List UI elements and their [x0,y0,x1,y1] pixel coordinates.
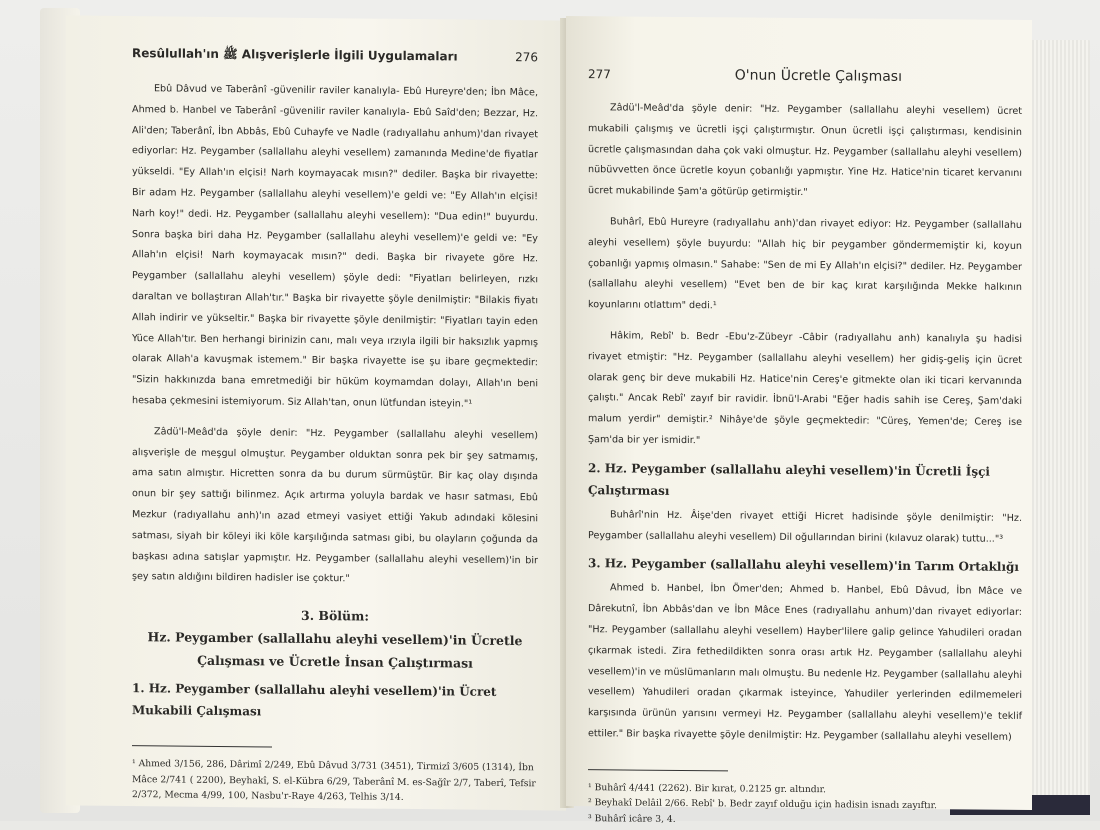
running-title: Resûlullah'ın ﷺ Alışverişlerle İlgili Uygulamaları [132,46,458,64]
body-paragraph: Ahmed b. Hanbel, İbn Ömer'den; Ahmed b. Hanbel, Ebû Dâvud, İbn Mâce ve Dârekutnî, İbn Abbâs'dan ve İbn Mâce Enes (radıyallahu anhum)'dan rivayet ediyorlar: "Hz. Peygamber (sallallahu aleyhi vesellem) Hayber'lilere galip gelince Yahudileri oradan çıkarmak istedi. Zira fethedildikten sonra orası artık Hz. Peygamber (sallallahu aleyhi vesellem)'in ve müslümanların malı olmuştu. Bu nedenle Hz. Peygamber (sallallahu aleyhi vesellem) Yahudileri oradan çıkarmak isteyince, Yahudiler yerlerinden edilmemeleri karşısında ürünün yarısını vermeyi Hz. Peygamber (sallallahu aleyhi vesellem)'e teklif ettiler." Bir başka rivayette şöyle denilmiştir: Hz. Peygamber (sallallahu aleyhi vesellem) [588,582,1022,743]
section-heading: 2. Hz. Peygamber (sallallahu aleyhi vesellem)'in Ücretli İşçi Çalıştırması [588,460,990,498]
footnote: ¹ Buhârî 4/441 (2262). Bir kırat, 0.2125 gr. altındır. [588,781,826,795]
body-paragraph: Buhârî, Ebû Hureyre (radıyallahu anh)'dan rivayet ediyor: Hz. Peygamber (sallallahu aleyhi vesellem) şöyle buyurdu: "Allah hiç bir peygamber göndermemiştir ki, koyun çobanlığı yapmış olmasın." Sahabe: "Sen de mi Ey Allah'ın elçisi?" dediler. Hz. Peygamber (sallallahu aleyhi vesellem) "Evet ben de bir kaç kırat karşılığında Mekke halkının koyunlarını otlattım" dedi.¹ [588,216,1022,312]
right-page-header [588,66,1022,86]
body-paragraph: Zâdü'l-Meâd'da şöyle denir: "Hz. Peygamber (sallallahu aleyhi vesellem) ücret mukabili çalışmış ve ücretli işçi çalıştırmıştır. Onun ücretli işçi çalıştırması, kendisinin ücretle çalışmasından daha çok vaki olmuştur. Hz. Peygamber (sallallahu aleyhi vesellem) nübüvvetten önce ücretle koyun çobanlığı yapmıştır. Yine Hz. Hatice'nin ticaret kervanını ücret mukabilinde Şam'a götürüp getirmiştir." [588,102,1022,199]
left-page [66,15,566,810]
body-paragraph: Ebû Dâvud ve Taberânî -güvenilir raviler kanalıyla- Ebû Hureyre'den; İbn Mâce, Ahmed b. Hanbel ve Taberânî -güvenilir raviler kanalıyla- Ebû Saîd'den; Bezzar, Hz. Ali'den; Taberânî, İbn Abbâs, Ebû Cuhayfe ve Nadle (radıyallahu anhum)'dan rivayet ediyorlar: Hz. Peygamber (sallallahu aleyhi vesellem) zamanında Medine'de fiyatlar yükseldi. "Ey Allah'ın elçisi! Narh koymayacak mısın?" dediler. Başka bir rivayette: Bir adam Hz. Peygamber (sallallahu aleyhi vesellem)'e geldi ve: "Ey Allah'ın elçisi! Narh koy!" dedi. Hz. Peygamber (sallallahu aleyhi vesellem): "Dua edin!" buyurdu. Sonra başka biri daha Hz. Peygamber (sallallahu aleyhi vesellem)'e geldi ve: "Ey Allah'ın elçisi! Narh koymayacak mısın?" dedi. Başka bir rivayete göre Hz. Peygamber (sallallahu aleyhi vesellem) şöyle dedi: "Fiyatları belirleyen, rızkı daraltan ve bollaştıran Allah'tır." Başka bir rivayette şöyle denilmiştir: "Bilakis fiyatı Allah indirir ve yükseltir." Başka bir rivayette şöyle denilmiştir: "Fiyatları tayin eden Yüce Allah'tır. Ben herhangi birinizin canı, malı veya ırzıyla ilgili bir haksızlık yapmış olarak Allah'a kavuşmak istemem." Bir başka rivayette ise şu ibare geçmektedir: "Sizin hakkınızda bana emretmediği bir hüküm koymamdan dolayı, Allah'ın beni hesaba çekmesini istemiyorum. Siz Allah'tan, onun lütfundan isteyin."¹ [132,83,538,410]
chapter-title: Hz. Peygamber (sallallahu aleyhi vesellem)'in Ücretle [147,629,523,649]
section-heading: 1. Hz. Peygamber (sallallahu aleyhi vesellem)'in Ücret Mukabili Çalışması [132,681,497,719]
footnote: ² Beyhakî Delâil 2/66. Rebî' b. Bedr zayıf olduğu için hadisin isnadı zayıftır. [588,797,937,812]
footnote-rule [132,745,272,747]
chapter-number: 3. Bölüm: [301,607,369,624]
body-paragraph: Buhârî'nin Hz. Âişe'den rivayet ettiği Hicret hadisinde şöyle denilmiştir: "Hz. Peygamber (sallallahu aleyhi vesellem) Dil oğullarından birini (kılavuz olarak) tuttu..."³ [588,509,1022,545]
running-title: O'nun Ücretle Çalışması [734,67,902,85]
body-paragraph: Hâkim, Rebî' b. Bedr -Ebu'z-Zübeyr -Câbir (radıyallahu anh) kanalıyla şu hadisi rivayet etmiştir: "Hz. Peygamber (sallallahu aleyhi vesellem) her gidiş-geliş için ücret olarak genç bir deve mukabili Hz. Hatice'nin Cereş'e gitmekte olan iki ticari kervanında çalıştı." Ancak Rebî' zayıf bir ravidir. İbnü'l-Arabi "Eğer hadis sahih ise Cereş, Şam'daki malum yerdir" demiştir.² Nihâye'de şöyle geçmektedir: "Cüreş, Yemen'de; Cereş ise Şam'da bir yer ismidir." [588,330,1022,447]
page-number: 277 [588,67,611,82]
page-number: 276 [515,50,538,65]
footnote: ³ Buhârî icâre 3, 4. [588,812,676,825]
book-page-stack [1030,40,1090,810]
left-page-header [132,46,538,67]
right-page [566,16,1032,825]
footnote-rule [588,769,728,771]
footnote: ¹ Ahmed 3/156, 286, Dârimî 2/249, Ebû Dâvud 3/731 (3451), Tirmizî 3/605 (1314), İbn Mâce 2/741 ( 2200), Beyhakî, S. el-Kübra 6/29, Taberânî M. es-Sağîr 2/7, Taberî, Tefsir 2/372, Mecma 4/99, 100, Nasbu'r-Raye 4/263, Telhis 3/14. [132,758,536,804]
body-paragraph: Zâdü'l-Meâd'da şöyle denir: "Hz. Peygamber (sallallahu aleyhi vesellem) alışverişle de meşgul olmuştur. Peygamber olduktan sonra pek bir şey satmamış, ama satın almıştır. Hicretten sonra da bu durum sürmüştür. Bir kaç olay dışında onun bir şey sattığı bilinmez. Açık artırma yoluyla bardak ve hasır satması, Ebû Mezkur (radıyallahu anh)'ın azad etmeyi vasiyet ettiği Yakub adındaki kölesini satması, siyah bir köleyi iki köle karşılığında satması gibi, bu olayların çoğunda da başkası adına satışlar yapmıştır. Hz. Peygamber (sallallahu aleyhi vesellem)'in bir şey satın aldığını bildiren hadisler ise çoktur." [132,426,538,585]
section-heading: 3. Hz. Peygamber (sallallahu aleyhi vesellem)'in Tarım Ortaklığı [588,556,1019,575]
chapter-title: Çalışması ve Ücretle İnsan Çalıştırması [197,652,473,671]
